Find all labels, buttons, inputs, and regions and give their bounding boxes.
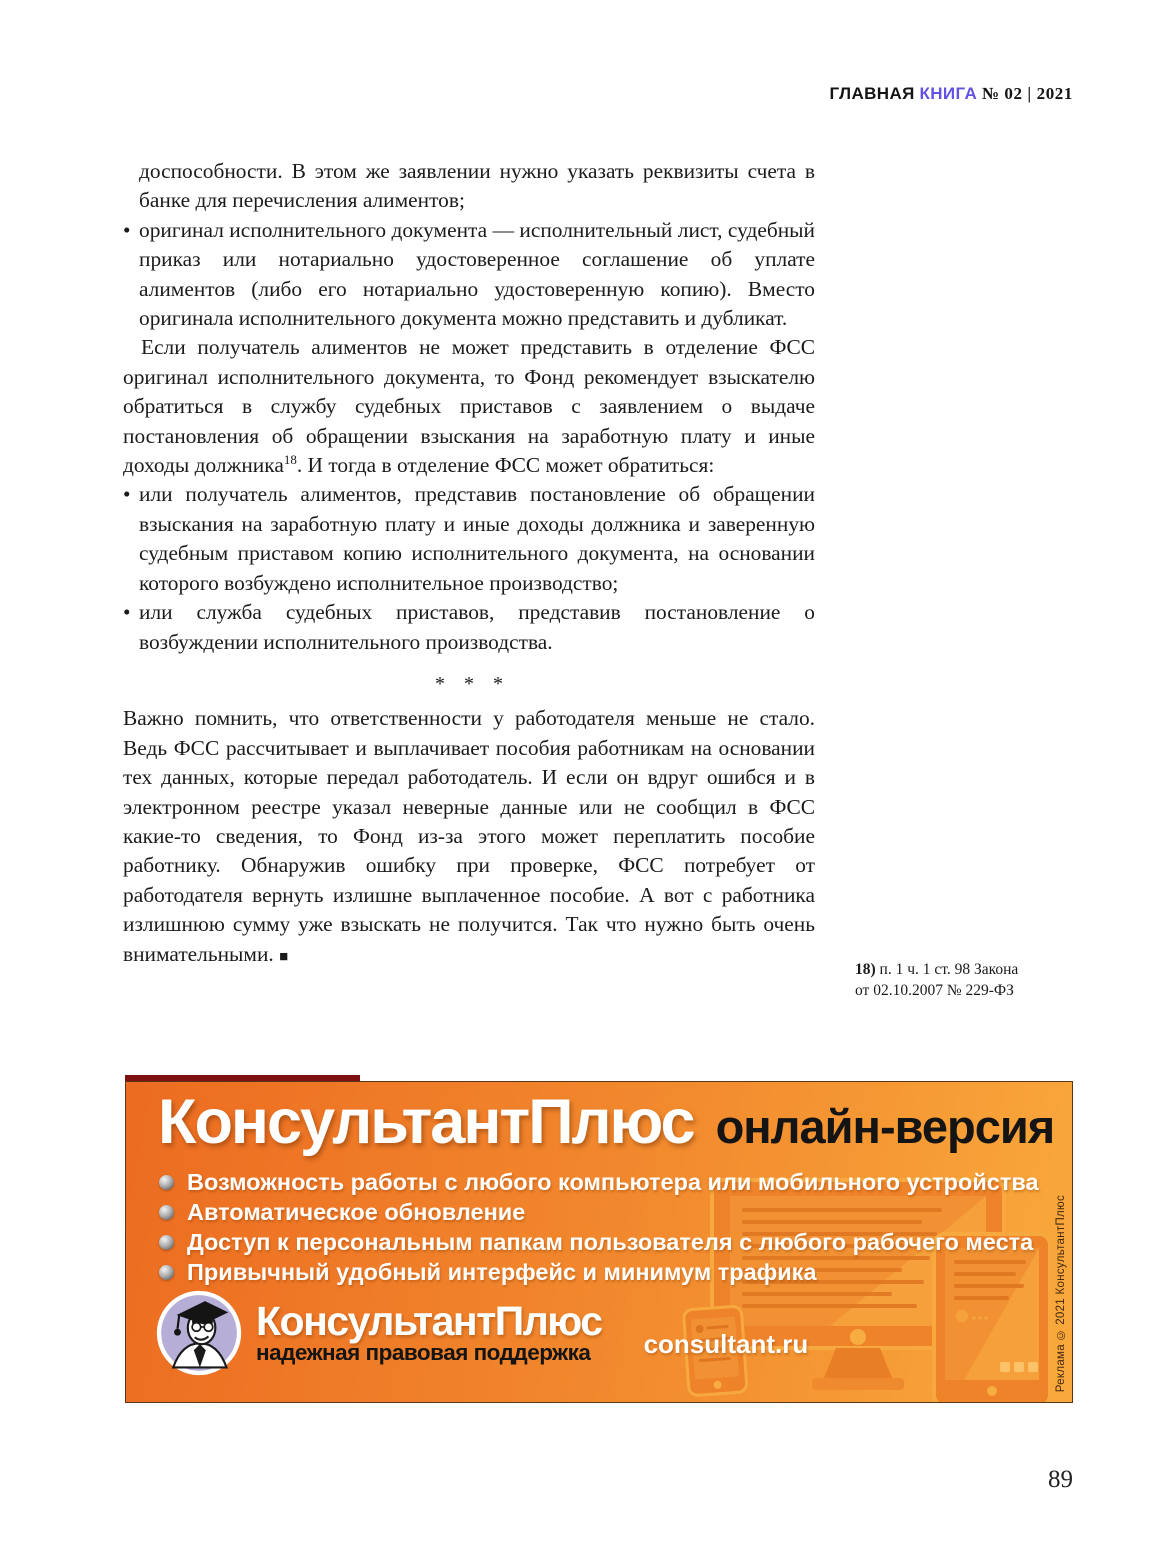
- ad-copyright-vertical: Реклама © 2021 КонсультантПлюс: [1055, 1194, 1067, 1392]
- list-item: • или служба судебных приставов, представив постановление о возбуждении исполнительного производства.: [139, 598, 815, 657]
- paragraph-continuation: доспособности. В этом же заявлении нужно указать реквизиты счета в банке для перечисления алиментов;: [139, 159, 815, 213]
- page-number: 89: [1048, 1466, 1073, 1493]
- section-separator: * * *: [435, 672, 510, 695]
- bullet-sphere-icon: [159, 1175, 174, 1190]
- paragraph-fss: [123, 333, 815, 480]
- magazine-name-part1: ГЛАВНАЯ: [829, 84, 915, 103]
- article-end-mark: ■: [279, 948, 289, 965]
- footnote-line: от 02.10.2007 № 229-ФЗ: [855, 981, 1014, 999]
- consultant-plus-ad-banner[interactable]: [125, 1081, 1073, 1403]
- running-header: [830, 84, 1074, 104]
- bullet-sphere-icon: [159, 1205, 174, 1220]
- footnote-text: п. 1 ч. 1 ст. 98 Закона: [879, 961, 1019, 978]
- ad-feature-text: Привычный удобный интерфейс и минимум трафика: [187, 1259, 817, 1285]
- ad-feature-text: Возможность работы с любого компьютера или мобильного устройства: [187, 1169, 1039, 1195]
- bullet-list-applicants: [123, 480, 815, 656]
- ad-feature-text: Доступ к персональным папкам пользователя с любого рабочего места: [187, 1229, 1034, 1255]
- ad-feature-item: [159, 1200, 1044, 1225]
- ad-feature-item: [159, 1230, 1044, 1255]
- magazine-name-part2: КНИГА: [919, 84, 978, 103]
- consultant-plus-logo-icon: [156, 1290, 242, 1376]
- margin-footnote: [855, 960, 1075, 1001]
- ad-footer: [156, 1290, 808, 1376]
- footnote-reference: 18: [283, 451, 297, 467]
- ad-logo-text: [256, 1298, 602, 1365]
- paragraph-text: . И тогда в отделение ФСС может обратиться:: [296, 453, 715, 478]
- ad-headline: [158, 1086, 1054, 1158]
- footnote-line: [855, 960, 1075, 981]
- ad-brand-title: КонсультантПлюс: [158, 1087, 694, 1157]
- paragraph-conclusion: [123, 704, 815, 972]
- list-item: • или получатель алиментов, представив постановление об обращении взыскания на заработную плату и иные доходы должника и заверенную судебным приставом копию исполнительного документа, на основании которого возбуждено исполнительное производство;: [139, 480, 815, 598]
- article-body: [123, 157, 815, 972]
- bullet-list-documents: [123, 216, 815, 334]
- list-item: • оригинал исполнительного документа — исполнительный лист, судебный приказ или нотариально удостоверенное соглашение об уплате алиментов (либо его нотариально удостоверенную копию). Вместо оригинала исполнительного документа можно представить и дубликат.: [139, 216, 815, 334]
- paragraph-text: Важно помнить, что ответственности у работодателя меньше не стало. Ведь ФСС рассчитывает и выплачивает пособия работникам на основании тех данных, которые передал работодатель. И если он вдруг ошибся и в электронном реестре указал неверные данные или не сообщил в ФСС какие-то сведения, то Фонд из-за этого может переплатить пособие работнику. Обнаружив ошибку при проверке, ФСС потребует от работодателя вернуть излишне выплаченное пособие. А вот с работника излишнюю сумму уже взыскать не получится. Так что нужно быть очень внимательными.: [123, 706, 815, 966]
- ad-website-link[interactable]: consultant.ru: [643, 1329, 809, 1359]
- bullet-sphere-icon: [159, 1235, 174, 1250]
- footnote-number: 18): [855, 961, 876, 978]
- issue-number: № 02 | 2021: [981, 84, 1073, 103]
- ad-feature-item: [159, 1170, 1044, 1195]
- ad-logo-tagline: надежная правовая поддержка: [256, 1340, 591, 1365]
- ad-subtitle: онлайн-версия: [715, 1100, 1055, 1153]
- paragraph-text: Если получатель алиментов не может представить в отделение ФСС оригинал исполнительного документа, то Фонд рекомендует взыскателю обратиться в службу судебных приставов с заявлением о выдаче постановления об обращении взыскания на заработную плату и иные доходы должника: [123, 335, 815, 478]
- ad-feature-item: [159, 1260, 1044, 1285]
- ad-logo-title: КонсультантПлюс: [256, 1298, 602, 1344]
- ad-feature-text: Автоматическое обновление: [187, 1199, 526, 1225]
- ad-feature-list: [159, 1170, 1044, 1290]
- bullet-sphere-icon: [159, 1265, 174, 1280]
